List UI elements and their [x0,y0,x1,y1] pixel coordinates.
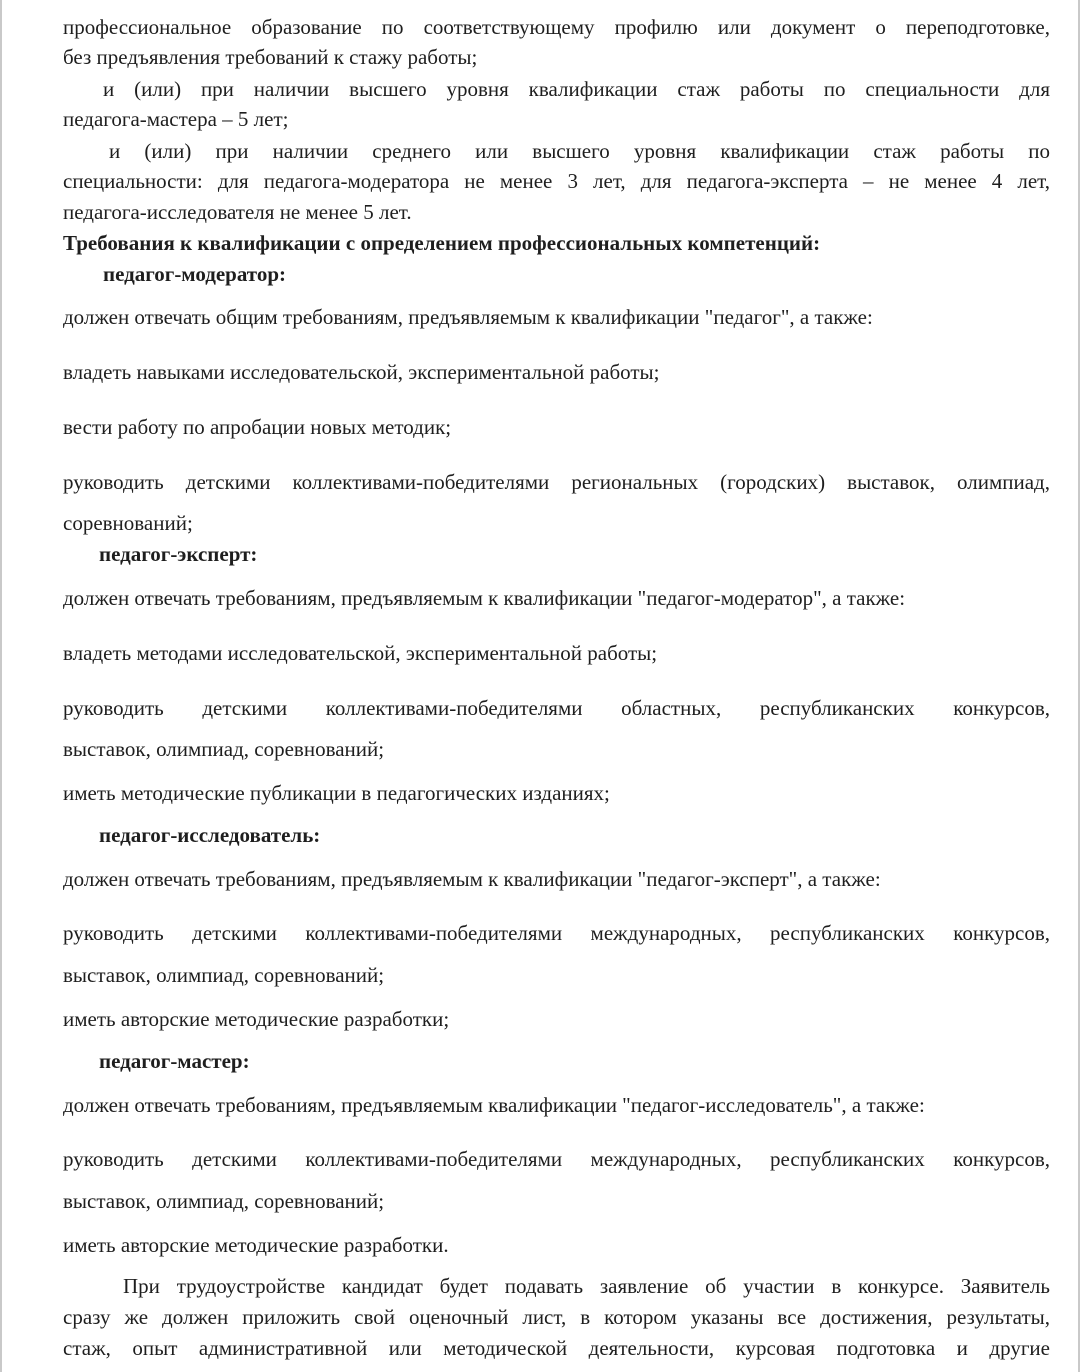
list-item: руководить детскими коллективами-победителями международных, республиканских конкурсов, [63,921,1050,945]
list-item: выставок, олимпиад, соревнований; [63,1189,385,1213]
requirements-heading: Требования к квалификации с определением профессиональных компетенций: [63,231,821,255]
section-heading-moderator: педагог-модератор: [103,262,287,286]
page-edge-left [0,0,2,1372]
list-item: руководить детскими коллективами-победителями областных, республиканских конкурсов, [63,696,1050,720]
intro-line: и (или) при наличии среднего или высшего уровня квалификации стаж работы по [109,139,1050,163]
section-heading-master: педагог-мастер: [99,1049,250,1073]
list-item: владеть навыками исследовательской, экспериментальной работы; [63,360,660,384]
intro-line: без предъявления требований к стажу работы; [63,45,478,69]
intro-line: и (или) при наличии высшего уровня квалификации стаж работы по специальности для [103,77,1050,101]
closing-paragraph-line: При трудоустройстве кандидат будет подавать заявление об участии в конкурсе. Заявитель [123,1274,1050,1298]
intro-line: педагога-мастера – 5 лет; [63,107,289,131]
list-item: вести работу по апробации новых методик; [63,415,452,439]
list-item: соревнований; [63,511,193,535]
intro-line: профессиональное образование по соответствующему профилю или документ о переподготовке, [63,15,1050,39]
list-item: руководить детскими коллективами-победителями региональных (городских) выставок, олимпиад, [63,470,1050,494]
list-item: выставок, олимпиад, соревнований; [63,963,385,987]
list-item: должен отвечать требованиям, предъявляемым к квалификации "педагог-эксперт", а также: [63,867,881,891]
list-item: иметь авторские методические разработки; [63,1007,450,1031]
intro-line: специальности: для педагога-модератора не менее 3 лет, для педагога-эксперта – не менее 4 лет, [63,169,1050,193]
closing-paragraph-line: стаж, опыт административной или методической деятельности, курсовая подготовка и другие [63,1336,1050,1360]
list-item: должен отвечать требованиям, предъявляемым квалификации "педагог-исследователь", а также: [63,1093,925,1117]
section-heading-researcher: педагог-исследователь: [99,823,321,847]
intro-line: педагога-исследователя не менее 5 лет. [63,200,412,224]
list-item: владеть методами исследовательской, экспериментальной работы; [63,641,658,665]
section-heading-expert: педагог-эксперт: [99,542,258,566]
closing-paragraph-line: сразу же должен приложить свой оценочный лист, в котором указаны все достижения, результаты, [63,1305,1050,1329]
list-item: руководить детскими коллективами-победителями международных, республиканских конкурсов, [63,1147,1050,1171]
list-item: выставок, олимпиад, соревнований; [63,737,385,761]
list-item: иметь методические публикации в педагогических изданиях; [63,781,610,805]
list-item: должен отвечать общим требованиям, предъявляемым к квалификации "педагог", а также: [63,305,873,329]
list-item: иметь авторские методические разработки. [63,1233,449,1257]
list-item: должен отвечать требованиям, предъявляемым к квалификации "педагог-модератор", а также: [63,586,906,610]
